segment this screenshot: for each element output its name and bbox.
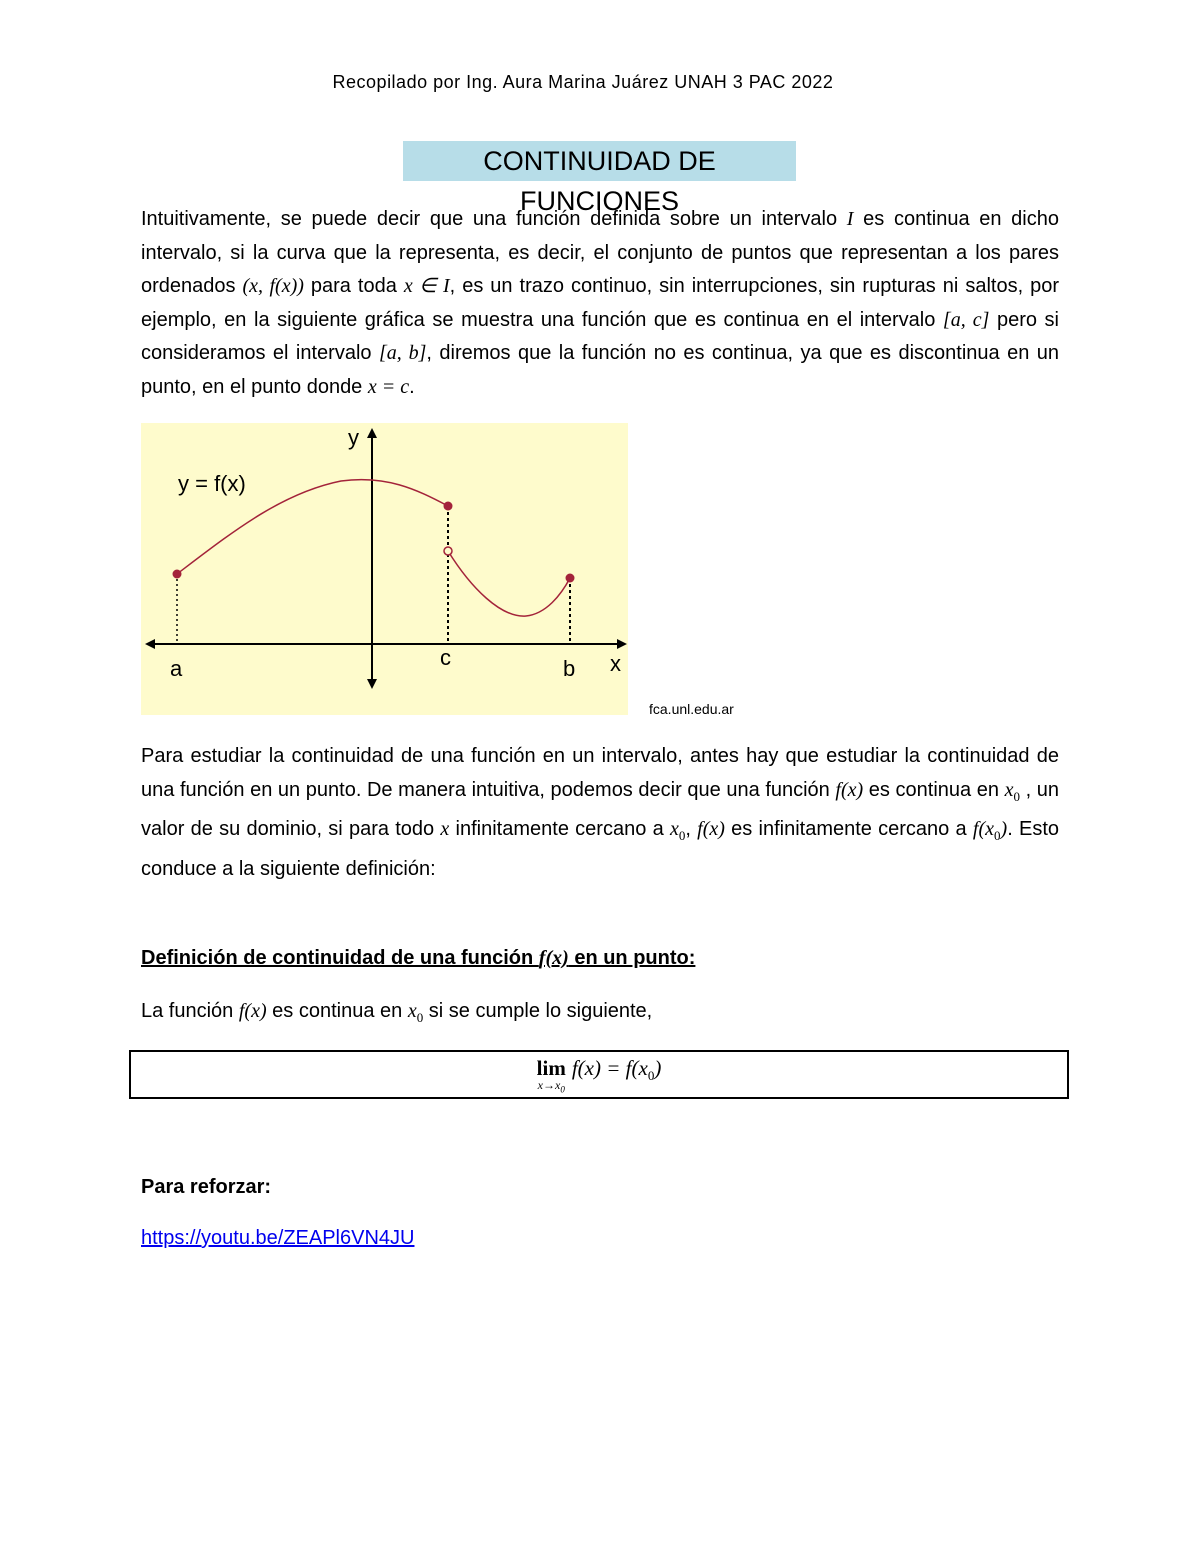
graph-svg [141,423,628,715]
y-axis-arrow-down [367,679,377,689]
definition-formula-box [129,1050,1069,1099]
x-axis-arrow-right [617,639,627,649]
limit-formula: lim $x\to x_0$ $f(x) = f(x_0)$ [536,1056,662,1095]
a-label: a [170,656,183,681]
definition-title: Definición de continuidad de una función f(x) en un punto: [141,947,696,969]
intro-paragraph: Intuitivamente, se puede decir que una función definida sobre un intervalo I es continua en dicho intervalo, si la curva que la representa, es decir, el conjunto de puntos que representan a los pares ordenados (x, f(x)) para toda x ∈ I, es un trazo continuo, sin interrupciones, sin rupturas ni saltos, por ejemplo, en la siguiente gráfica se muestra una función que es continua en el intervalo [a, c] pero si consideramos el intervalo [a, b], diremos que la función no es continua, ya que es discontinua en un punto, en el punto donde x = c. [141,208,1060,398]
youtube-link[interactable]: https://youtu.be/ZEAPl6VN4JU [141,1227,415,1249]
point-b [566,574,575,583]
page-header: Recopilado por Ing. Aura Marina Juárez UNAH 3 PAC 2022 [332,72,834,92]
curve-right-segment [448,551,570,616]
c-label: c [440,645,451,670]
function-label: y = f(x) [178,471,246,496]
x-axis-arrow-left [145,639,155,649]
b-label: b [563,656,576,681]
point-c-open [444,547,452,555]
y-axis-label: y [348,425,359,450]
continuity-graph [141,423,628,715]
point-c-filled [444,502,453,511]
reinforce-heading: Para reforzar: [141,1176,272,1198]
image-credit: fca.unl.edu.ar [649,701,734,717]
definition-statement: La función f(x) es continua en $x_0$ si se cumple lo siguiente, [141,1000,653,1025]
point-a [173,570,182,579]
x-axis-label: x [610,651,621,676]
second-paragraph: Para estudiar la continuidad de una función en un intervalo, antes hay que estudiar la continuidad de una función en un punto. De manera intuitiva, podemos decir que una función f(x) es continua en $x_0$ , un valor de su dominio, si para todo x infinitamente cercano a $x_0$, f(x) es infinitamente cercano a $f(x_0)$. Esto conduce a la siguiente definición: [141,745,1060,880]
page-title: CONTINUIDAD DE FUNCIONES [403,141,796,181]
y-axis-arrow-up [367,428,377,438]
